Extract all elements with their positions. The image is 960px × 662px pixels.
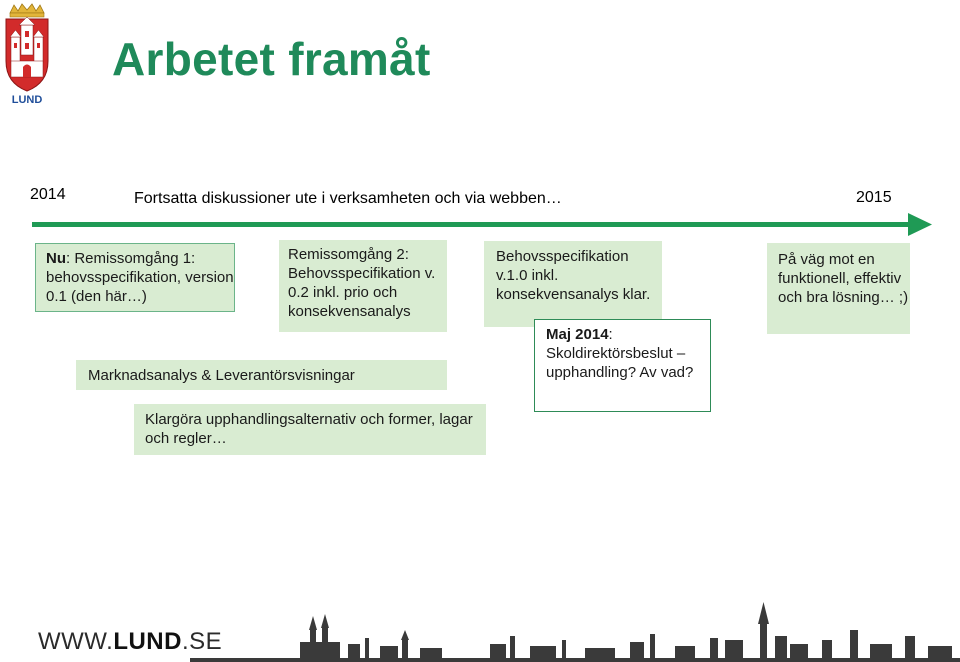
box-behovsspecifikation-1-0: [484, 241, 662, 327]
box-marknad-text: Marknadsanalys & Leverantörsvisningar: [88, 367, 355, 384]
box-remissomgang-2: [279, 240, 447, 332]
lund-coat-of-arms-icon: [4, 3, 50, 105]
box-remiss2-text: Remissomgång 2: Behovsspecifikation v. 0.2 inkl. prio och konsekvensanalys: [288, 246, 436, 320]
footer-url-bold: LUND: [113, 628, 182, 655]
box-maj-prefix: Maj 2014: [546, 326, 609, 343]
box-klargora: [134, 404, 486, 455]
lund-logo: [4, 3, 50, 105]
box-nu-prefix: Nu: [46, 250, 66, 267]
box-klargora-text: Klargöra upphandlingsalternativ och former, lagar och regler…: [145, 411, 473, 447]
box-behov-text: Behovsspecifikation v.1.0 inkl. konsekvensanalys klar.: [496, 248, 651, 303]
arrowhead-icon: [908, 213, 932, 236]
timeline-line: [32, 222, 917, 227]
timeline-start-year: 2014: [30, 186, 66, 203]
logo-text: LUND: [11, 94, 43, 105]
page-title: Arbetet framåt: [112, 33, 431, 85]
box-pavag-text: På väg mot en funktionell, effektiv och bra lösning… ;): [778, 251, 909, 306]
box-pa-vag: [767, 243, 910, 334]
footer-url-prefix: WWW.: [38, 628, 114, 655]
box-maj-2014: [534, 319, 711, 412]
box-marknadsanalys: [76, 360, 447, 390]
timeline-end-year: 2015: [856, 189, 892, 206]
box-maj-text: : Skoldirektörsbeslut – upphandling? Av vad?: [546, 326, 694, 381]
footer-url-suffix: .SE: [181, 628, 223, 655]
timeline-arrow: [32, 210, 932, 240]
box-nu-text: : Remissomgång 1: behovsspecifikation, version 0.1 (den här…): [46, 250, 234, 305]
city-skyline-icon: [190, 600, 960, 662]
box-nu-remissomgang-1: [35, 243, 235, 312]
timeline-intro: Fortsatta diskussioner ute i verksamheten och via webben…: [134, 190, 562, 207]
